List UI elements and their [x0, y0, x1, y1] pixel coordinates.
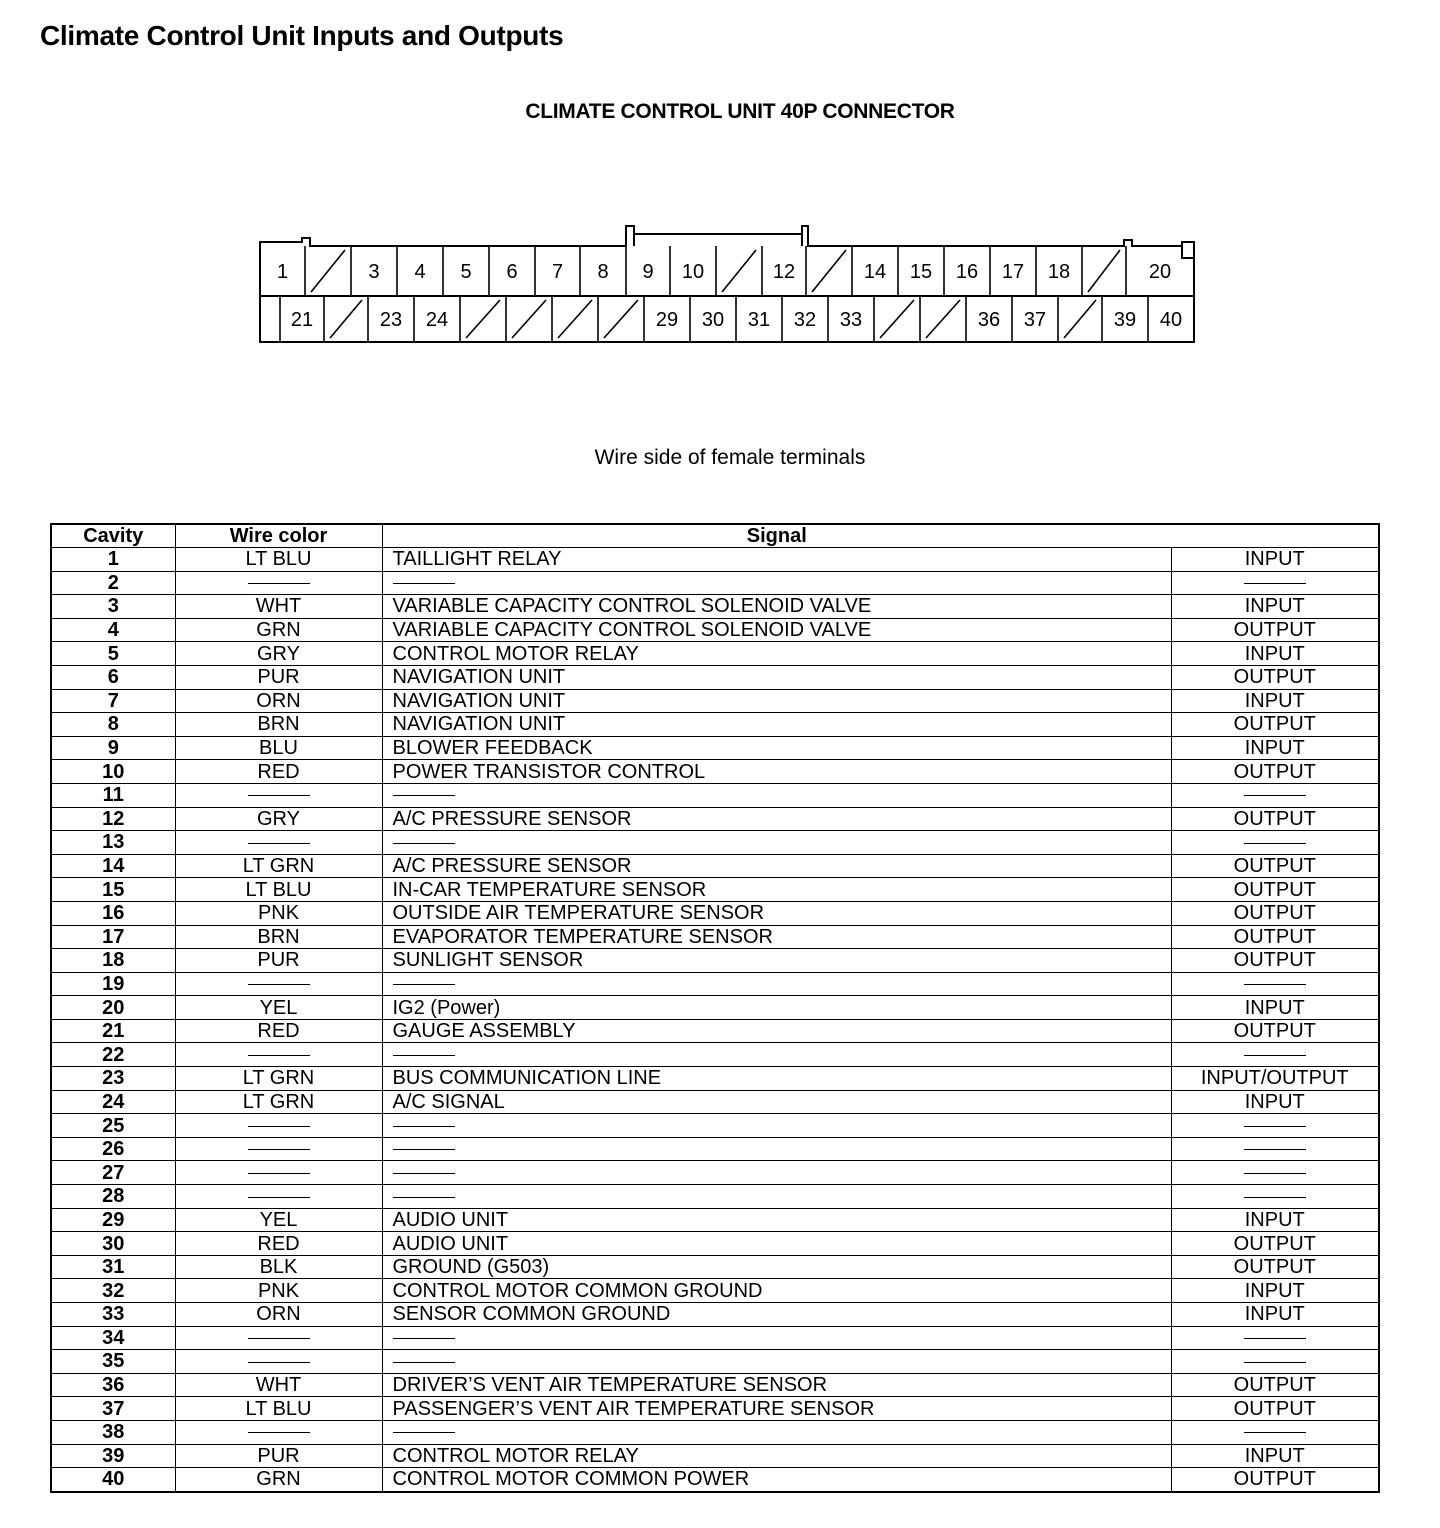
cell-cavity: 20: [51, 996, 175, 1020]
empty-dash: [248, 1126, 310, 1127]
table-row: [51, 689, 1379, 713]
cavity-number: 3: [368, 261, 380, 283]
cell-direction: INPUT: [1171, 1208, 1379, 1232]
cell-cavity: 28: [51, 1185, 175, 1209]
table-header-row: [51, 524, 1379, 548]
cavity-unused-slash: [722, 250, 756, 292]
table-row: [51, 1137, 1379, 1161]
cell-signal: [382, 972, 1171, 996]
table-row: [51, 1373, 1379, 1397]
cell-wire-color: PUR: [175, 949, 382, 973]
cell-wire-color: GRN: [175, 618, 382, 642]
cavity-number: 31: [747, 309, 771, 331]
cell-direction: OUTPUT: [1171, 807, 1379, 831]
cell-direction: [1171, 1326, 1379, 1350]
cell-cavity: 3: [51, 595, 175, 619]
cell-signal: [382, 571, 1171, 595]
cell-cavity: 24: [51, 1090, 175, 1114]
cavity-unused-slash: [812, 250, 846, 292]
header-wire-color: Wire color: [175, 524, 382, 548]
connector-title: CLIMATE CONTROL UNIT 40P CONNECTOR: [525, 100, 955, 123]
cell-direction: OUTPUT: [1171, 665, 1379, 689]
cell-signal: CONTROL MOTOR RELAY: [382, 642, 1171, 666]
empty-dash: [1244, 843, 1306, 844]
cell-wire-color: RED: [175, 760, 382, 784]
cell-signal: [382, 1161, 1171, 1185]
empty-dash: [248, 1362, 310, 1363]
cell-signal: PASSENGER’S VENT AIR TEMPERATURE SENSOR: [382, 1397, 1171, 1421]
cell-signal: AUDIO UNIT: [382, 1232, 1171, 1256]
table-row: [51, 1326, 1379, 1350]
table-row: [51, 807, 1379, 831]
empty-dash: [1244, 1362, 1306, 1363]
cavity-number: 24: [425, 309, 449, 331]
cell-wire-color: GRY: [175, 807, 382, 831]
cell-cavity: 35: [51, 1350, 175, 1374]
page-title: Climate Control Unit Inputs and Outputs: [40, 20, 564, 51]
cavity-number: 1: [276, 261, 289, 283]
empty-dash: [1244, 1197, 1306, 1198]
empty-dash: [248, 1173, 310, 1174]
table-row: [51, 760, 1379, 784]
table-row: [51, 713, 1379, 737]
empty-dash: [1244, 1055, 1306, 1056]
table-row: [51, 595, 1379, 619]
cell-wire-color: PNK: [175, 1279, 382, 1303]
cell-direction: INPUT: [1171, 1279, 1379, 1303]
cell-cavity: 23: [51, 1067, 175, 1091]
cell-direction: OUTPUT: [1171, 760, 1379, 784]
table-row: [51, 901, 1379, 925]
table-row: [51, 1067, 1379, 1091]
empty-dash: [248, 583, 310, 584]
cell-cavity: 13: [51, 831, 175, 855]
cell-cavity: 37: [51, 1397, 175, 1421]
cell-cavity: 18: [51, 949, 175, 973]
cell-signal: A/C PRESSURE SENSOR: [382, 854, 1171, 878]
table-row: [51, 783, 1379, 807]
cell-signal: DRIVER’S VENT AIR TEMPERATURE SENSOR: [382, 1373, 1171, 1397]
cavity-number: 5: [460, 261, 472, 283]
empty-dash: [248, 1338, 310, 1339]
cell-direction: [1171, 1114, 1379, 1138]
cell-direction: [1171, 1420, 1379, 1444]
cell-signal: [382, 1137, 1171, 1161]
cell-direction: [1171, 1350, 1379, 1374]
cell-signal: IN-CAR TEMPERATURE SENSOR: [382, 878, 1171, 902]
cell-signal: NAVIGATION UNIT: [382, 665, 1171, 689]
cell-cavity: 16: [51, 901, 175, 925]
empty-dash: [393, 1338, 455, 1339]
empty-dash: [393, 1055, 455, 1056]
cell-cavity: 31: [51, 1255, 175, 1279]
cell-direction: [1171, 1161, 1379, 1185]
cell-wire-color: [175, 1137, 382, 1161]
cell-wire-color: PUR: [175, 1444, 382, 1468]
cavity-number: 12: [772, 261, 796, 283]
cell-signal: EVAPORATOR TEMPERATURE SENSOR: [382, 925, 1171, 949]
cell-direction: [1171, 831, 1379, 855]
cell-wire-color: [175, 972, 382, 996]
cell-cavity: 30: [51, 1232, 175, 1256]
cell-direction: INPUT/OUTPUT: [1171, 1067, 1379, 1091]
cell-direction: INPUT: [1171, 1444, 1379, 1468]
cell-direction: OUTPUT: [1171, 925, 1379, 949]
table-row: [51, 1090, 1379, 1114]
cell-wire-color: [175, 1161, 382, 1185]
header-direction: [1171, 524, 1379, 548]
empty-dash: [248, 1197, 310, 1198]
cell-direction: OUTPUT: [1171, 1019, 1379, 1043]
empty-dash: [1244, 1126, 1306, 1127]
empty-dash: [393, 583, 455, 584]
cell-cavity: 36: [51, 1373, 175, 1397]
cell-direction: [1171, 1137, 1379, 1161]
cell-direction: [1171, 571, 1379, 595]
connector-diagram: [250, 222, 1210, 352]
cavity-unused-slash: [1064, 300, 1096, 338]
cell-cavity: 9: [51, 736, 175, 760]
table-row: [51, 1232, 1379, 1256]
cell-wire-color: PNK: [175, 901, 382, 925]
cell-direction: OUTPUT: [1171, 854, 1379, 878]
table-row: [51, 925, 1379, 949]
cell-cavity: 2: [51, 571, 175, 595]
cell-signal: OUTSIDE AIR TEMPERATURE SENSOR: [382, 901, 1171, 925]
cell-signal: CONTROL MOTOR COMMON POWER: [382, 1468, 1171, 1492]
cell-direction: INPUT: [1171, 1090, 1379, 1114]
cell-cavity: 12: [51, 807, 175, 831]
cell-cavity: 5: [51, 642, 175, 666]
cell-direction: [1171, 1185, 1379, 1209]
cavity-number: 6: [506, 261, 518, 283]
cell-signal: [382, 1350, 1171, 1374]
cell-wire-color: [175, 1043, 382, 1067]
table-row: [51, 1420, 1379, 1444]
cell-signal: [382, 783, 1171, 807]
cell-signal: CONTROL MOTOR RELAY: [382, 1444, 1171, 1468]
cell-direction: OUTPUT: [1171, 1468, 1379, 1492]
cell-wire-color: ORN: [175, 689, 382, 713]
cell-signal: [382, 1420, 1171, 1444]
cavity-number: 39: [1113, 309, 1137, 331]
cell-direction: INPUT: [1171, 548, 1379, 572]
cell-wire-color: LT GRN: [175, 1090, 382, 1114]
cell-wire-color: RED: [175, 1019, 382, 1043]
cavity-unused-slash: [330, 300, 362, 338]
cell-cavity: 7: [51, 689, 175, 713]
cell-signal: SENSOR COMMON GROUND: [382, 1303, 1171, 1327]
empty-dash: [1244, 583, 1306, 584]
cavity-number: 10: [681, 261, 705, 283]
cell-direction: OUTPUT: [1171, 618, 1379, 642]
empty-dash: [248, 795, 310, 796]
empty-dash: [248, 843, 310, 844]
io-table: [50, 523, 1380, 1493]
cell-direction: [1171, 783, 1379, 807]
cavity-number: 18: [1047, 261, 1071, 283]
cell-wire-color: [175, 831, 382, 855]
cell-direction: [1171, 972, 1379, 996]
connector-bottom-row: [280, 296, 1182, 342]
cell-wire-color: PUR: [175, 665, 382, 689]
cell-wire-color: BRN: [175, 925, 382, 949]
cell-wire-color: [175, 1420, 382, 1444]
cell-wire-color: YEL: [175, 996, 382, 1020]
empty-dash: [248, 1055, 310, 1056]
table-row: [51, 1019, 1379, 1043]
cavity-number: 37: [1023, 309, 1047, 331]
table-row: [51, 665, 1379, 689]
cell-signal: NAVIGATION UNIT: [382, 713, 1171, 737]
table-row: [51, 1255, 1379, 1279]
cell-signal: [382, 831, 1171, 855]
cell-wire-color: BLU: [175, 736, 382, 760]
cell-cavity: 25: [51, 1114, 175, 1138]
cell-direction: [1171, 1043, 1379, 1067]
cavity-number: 40: [1159, 309, 1183, 331]
cell-direction: OUTPUT: [1171, 713, 1379, 737]
cavity-number: 23: [379, 309, 403, 331]
cell-cavity: 17: [51, 925, 175, 949]
table-row: [51, 1279, 1379, 1303]
empty-dash: [393, 1126, 455, 1127]
table-row: [51, 972, 1379, 996]
cavity-number: 36: [977, 309, 1001, 331]
connector-top-row: [277, 246, 1171, 296]
cell-cavity: 6: [51, 665, 175, 689]
table-row: [51, 1114, 1379, 1138]
table-row: [51, 1161, 1379, 1185]
table-row: [51, 831, 1379, 855]
cell-wire-color: [175, 1185, 382, 1209]
cell-cavity: 34: [51, 1326, 175, 1350]
cavity-number: 14: [863, 261, 887, 283]
cell-direction: OUTPUT: [1171, 1397, 1379, 1421]
cavity-unused-slash: [604, 300, 638, 338]
cell-signal: TAILLIGHT RELAY: [382, 548, 1171, 572]
cell-wire-color: LT BLU: [175, 1397, 382, 1421]
cell-cavity: 14: [51, 854, 175, 878]
table-row: [51, 1350, 1379, 1374]
cell-direction: OUTPUT: [1171, 1373, 1379, 1397]
empty-dash: [1244, 1432, 1306, 1433]
empty-dash: [393, 795, 455, 796]
table-row: [51, 548, 1379, 572]
cell-direction: OUTPUT: [1171, 1255, 1379, 1279]
cavity-number: 29: [655, 309, 679, 331]
cell-wire-color: RED: [175, 1232, 382, 1256]
empty-dash: [393, 984, 455, 985]
cavity-number: 33: [839, 309, 863, 331]
cell-cavity: 39: [51, 1444, 175, 1468]
table-row: [51, 736, 1379, 760]
cell-signal: [382, 1326, 1171, 1350]
empty-dash: [1244, 1149, 1306, 1150]
cavity-number: 9: [642, 261, 654, 283]
table-row: [51, 1444, 1379, 1468]
cell-wire-color: BRN: [175, 713, 382, 737]
cavity-unused-slash: [512, 300, 546, 338]
cell-signal: SUNLIGHT SENSOR: [382, 949, 1171, 973]
table-row: [51, 878, 1379, 902]
cell-cavity: 26: [51, 1137, 175, 1161]
cell-wire-color: GRN: [175, 1468, 382, 1492]
cell-cavity: 27: [51, 1161, 175, 1185]
cell-signal: BUS COMMUNICATION LINE: [382, 1067, 1171, 1091]
empty-dash: [1244, 1173, 1306, 1174]
cavity-number: 8: [597, 261, 609, 283]
cell-wire-color: WHT: [175, 1373, 382, 1397]
cell-wire-color: YEL: [175, 1208, 382, 1232]
table-body: [51, 548, 1379, 1492]
empty-dash: [393, 1362, 455, 1363]
cell-wire-color: LT GRN: [175, 1067, 382, 1091]
cell-cavity: 8: [51, 713, 175, 737]
cell-direction: OUTPUT: [1171, 878, 1379, 902]
cell-wire-color: [175, 783, 382, 807]
cell-direction: INPUT: [1171, 1303, 1379, 1327]
cell-cavity: 29: [51, 1208, 175, 1232]
cell-wire-color: [175, 1326, 382, 1350]
cavity-number: 32: [793, 309, 817, 331]
table-row: [51, 1185, 1379, 1209]
cell-signal: VARIABLE CAPACITY CONTROL SOLENOID VALVE: [382, 618, 1171, 642]
cavity-unused-slash: [926, 300, 960, 338]
cavity-number: 20: [1148, 261, 1172, 283]
cell-wire-color: ORN: [175, 1303, 382, 1327]
cell-wire-color: [175, 1350, 382, 1374]
cell-cavity: 4: [51, 618, 175, 642]
cell-cavity: 32: [51, 1279, 175, 1303]
cell-signal: NAVIGATION UNIT: [382, 689, 1171, 713]
cell-wire-color: LT BLU: [175, 548, 382, 572]
cell-signal: CONTROL MOTOR COMMON GROUND: [382, 1279, 1171, 1303]
cell-cavity: 38: [51, 1420, 175, 1444]
cell-direction: INPUT: [1171, 642, 1379, 666]
cavity-unused-slash: [466, 300, 500, 338]
cell-wire-color: GRY: [175, 642, 382, 666]
cell-signal: [382, 1114, 1171, 1138]
empty-dash: [248, 1149, 310, 1150]
table-row: [51, 996, 1379, 1020]
table-row: [51, 854, 1379, 878]
cavity-number: 16: [955, 261, 979, 283]
table-row: [51, 571, 1379, 595]
table-row: [51, 642, 1379, 666]
cell-signal: VARIABLE CAPACITY CONTROL SOLENOID VALVE: [382, 595, 1171, 619]
cell-wire-color: WHT: [175, 595, 382, 619]
cavity-unused-slash: [1088, 250, 1120, 292]
cavity-number: 30: [701, 309, 725, 331]
cell-signal: GROUND (G503): [382, 1255, 1171, 1279]
table-row: [51, 1303, 1379, 1327]
table-row: [51, 1468, 1379, 1492]
empty-dash: [393, 1432, 455, 1433]
cell-signal: [382, 1043, 1171, 1067]
cell-cavity: 10: [51, 760, 175, 784]
cell-signal: AUDIO UNIT: [382, 1208, 1171, 1232]
cell-direction: OUTPUT: [1171, 949, 1379, 973]
empty-dash: [1244, 1338, 1306, 1339]
cell-signal: GAUGE ASSEMBLY: [382, 1019, 1171, 1043]
cell-signal: A/C PRESSURE SENSOR: [382, 807, 1171, 831]
cell-direction: INPUT: [1171, 595, 1379, 619]
cavity-unused-slash: [880, 300, 914, 338]
table-row: [51, 949, 1379, 973]
header-cavity: Cavity: [51, 524, 175, 548]
empty-dash: [393, 843, 455, 844]
cell-wire-color: LT BLU: [175, 878, 382, 902]
cavity-unused-slash: [558, 300, 592, 338]
cell-cavity: 40: [51, 1468, 175, 1492]
cavity-unused-slash: [311, 250, 345, 292]
header-signal: Signal: [382, 524, 1171, 548]
cell-cavity: 33: [51, 1303, 175, 1327]
cell-cavity: 15: [51, 878, 175, 902]
cell-cavity: 11: [51, 783, 175, 807]
cell-cavity: 21: [51, 1019, 175, 1043]
cell-signal: BLOWER FEEDBACK: [382, 736, 1171, 760]
cavity-number: 17: [1001, 261, 1025, 283]
cavity-number: 7: [551, 261, 564, 283]
cell-wire-color: BLK: [175, 1255, 382, 1279]
empty-dash: [248, 1432, 310, 1433]
cavity-number: 15: [909, 261, 933, 283]
cell-signal: IG2 (Power): [382, 996, 1171, 1020]
cell-wire-color: [175, 1114, 382, 1138]
cell-direction: INPUT: [1171, 689, 1379, 713]
table-row: [51, 1208, 1379, 1232]
cell-signal: POWER TRANSISTOR CONTROL: [382, 760, 1171, 784]
empty-dash: [393, 1149, 455, 1150]
cell-cavity: 1: [51, 548, 175, 572]
cell-signal: A/C SIGNAL: [382, 1090, 1171, 1114]
empty-dash: [393, 1197, 455, 1198]
cell-wire-color: [175, 571, 382, 595]
cell-cavity: 22: [51, 1043, 175, 1067]
cell-direction: OUTPUT: [1171, 901, 1379, 925]
cell-cavity: 19: [51, 972, 175, 996]
table-row: [51, 1043, 1379, 1067]
cell-direction: INPUT: [1171, 736, 1379, 760]
table-row: [51, 1397, 1379, 1421]
empty-dash: [1244, 795, 1306, 796]
empty-dash: [1244, 984, 1306, 985]
cell-signal: [382, 1185, 1171, 1209]
cavity-number: 21: [290, 309, 314, 331]
cell-direction: INPUT: [1171, 996, 1379, 1020]
table-row: [51, 618, 1379, 642]
cell-wire-color: LT GRN: [175, 854, 382, 878]
empty-dash: [248, 984, 310, 985]
cavity-number: 4: [414, 261, 426, 283]
connector-caption: Wire side of female terminals: [594, 446, 866, 469]
empty-dash: [393, 1173, 455, 1174]
cell-direction: OUTPUT: [1171, 1232, 1379, 1256]
